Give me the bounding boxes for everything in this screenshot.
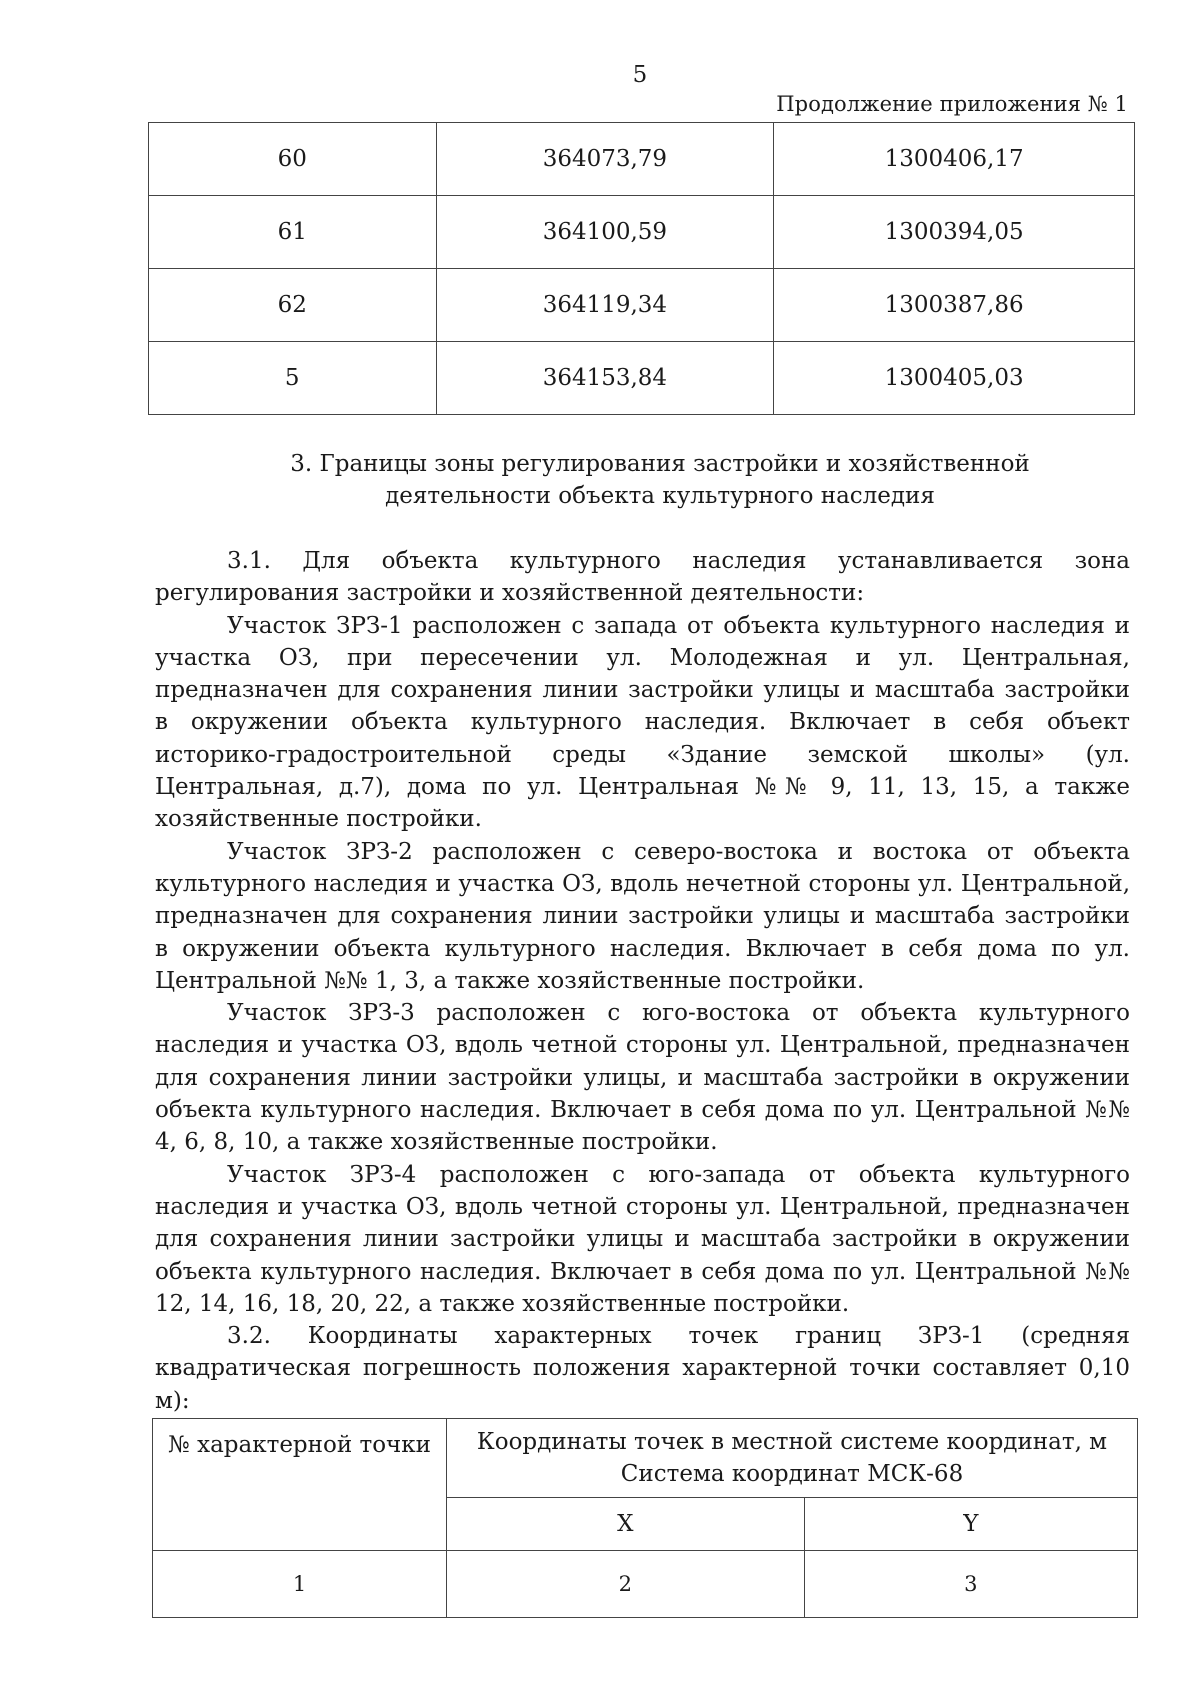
table-row — [149, 123, 1135, 196]
y-coordinate-cell: 1300406,17 — [774, 123, 1135, 196]
y-coordinate-cell: 1300387,86 — [774, 269, 1135, 342]
zrz1-coordinates-table — [152, 1418, 1138, 1618]
page-number: 5 — [632, 62, 648, 88]
table-row — [149, 196, 1135, 269]
column-numbering-row — [153, 1551, 1138, 1618]
point-number-header: № характерной точки — [153, 1419, 447, 1551]
column-number: 1 — [153, 1551, 447, 1618]
coordinates-header-line: Координаты точек в местной системе координат, м — [476, 1429, 1108, 1455]
coordinates-header — [447, 1419, 1138, 1498]
heading-line: 3. Границы зоны регулирования застройки и хозяйственной — [290, 451, 1030, 477]
continuation-label: Продолжение приложения № 1 — [776, 92, 1128, 116]
y-coordinate-cell: 1300405,03 — [774, 342, 1135, 415]
y-coordinate-cell: 1300394,05 — [774, 196, 1135, 269]
paragraph-3-2: 3.2. Координаты характерных точек границ ЗРЗ-1 (средняя квадратическая погрешность положения характерной точки составляет 0,10 м): — [155, 1323, 1130, 1414]
paragraph-zrz-2: Участок ЗРЗ-2 расположен с северо-востока и востока от объекта культурного наследия и участка ОЗ, вдоль нечетной стороны ул. Центральной, предназначен для сохранения линии застройки улицы и масштаба застройки в окружении объекта культурного наследия. Включает в себя дома по ул. Центральной №№ 1, 3, а также хозяйственные постройки. — [155, 838, 1130, 994]
paragraph-zrz-4: Участок ЗРЗ-4 расположен с юго-запада от объекта культурного наследия и участка ОЗ, вдоль четной стороны ул. Центральной, предназначен для сохранения линии застройки улицы и масштаба застройки в окружении объекта культурного наследия. Включает в себя дома по ул. Центральной №№ 12, 14, 16, 18, 20, 22, а также хозяйственные постройки. — [155, 1161, 1130, 1317]
table-header-row — [153, 1419, 1138, 1498]
column-number: 2 — [447, 1551, 805, 1618]
column-number: 3 — [804, 1551, 1137, 1618]
table-row — [149, 342, 1135, 415]
point-number-cell: 62 — [149, 269, 437, 342]
paragraph-3-1: 3.1. Для объекта культурного наследия устанавливается зона регулирования застройки и хозяйственной деятельности: — [155, 548, 1130, 607]
x-coordinate-cell: 364073,79 — [436, 123, 774, 196]
table-row — [149, 269, 1135, 342]
coordinates-table-continued — [148, 122, 1135, 415]
point-number-cell: 60 — [149, 123, 437, 196]
heading-line: деятельности объекта культурного наследия — [385, 483, 935, 509]
x-header: X — [447, 1498, 805, 1551]
section-heading — [290, 448, 1030, 512]
paragraph-zrz-3: Участок ЗРЗ-3 расположен с юго-востока от объекта культурного наследия и участка ОЗ, вдоль четной стороны ул. Центральной, предназначен для сохранения линии застройки улицы, и масштаба застройки в окружении объекта культурного наследия. Включает в себя дома по ул. Центральной №№ 4, 6, 8, 10, а также хозяйственные постройки. — [155, 1000, 1130, 1156]
x-coordinate-cell: 364119,34 — [436, 269, 774, 342]
x-coordinate-cell: 364100,59 — [436, 196, 774, 269]
paragraph-zrz-1: Участок ЗРЗ-1 расположен с запада от объекта культурного наследия и участка ОЗ, при пересечении ул. Молодежная и ул. Центральная, предназначен для сохранения линии застройки улицы и масштаба застройки в окружении объекта культурного наследия. Включает в себя объект историко-градостроительной среды «Здание земской школы» (ул. Центральная, д.7), дома по ул. Центральная №№ 9, 11, 13, 15, а также хозяйственные постройки. — [155, 612, 1130, 833]
section-body — [155, 545, 1130, 1417]
coordinate-system-line: Система координат МСК-68 — [620, 1461, 964, 1487]
x-coordinate-cell: 364153,84 — [436, 342, 774, 415]
point-number-cell: 5 — [149, 342, 437, 415]
y-header: Y — [804, 1498, 1137, 1551]
point-number-cell: 61 — [149, 196, 437, 269]
